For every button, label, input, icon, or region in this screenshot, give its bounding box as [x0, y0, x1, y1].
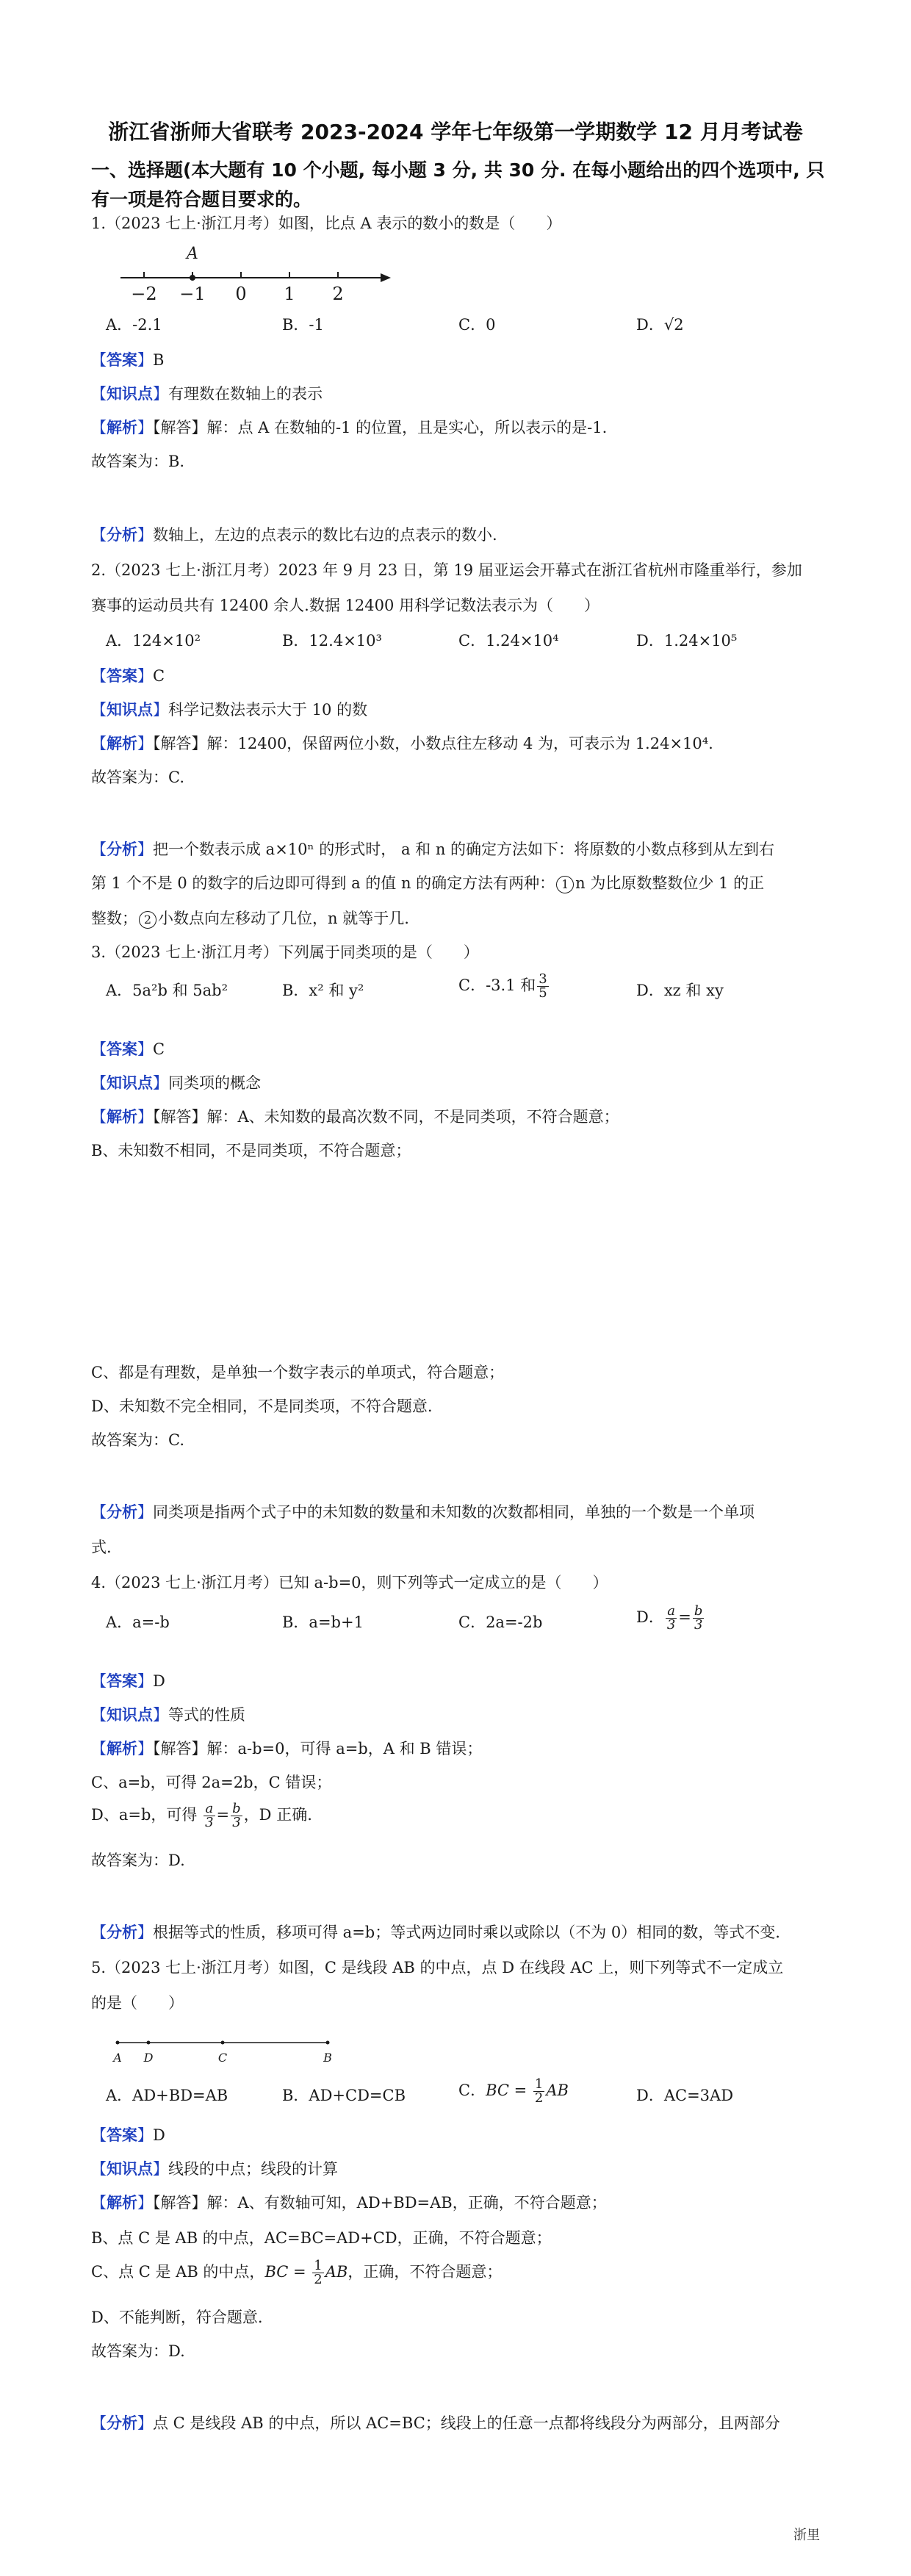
fraction-denominator: 3	[232, 1815, 241, 1830]
q4-point-value: 等式的性质	[168, 1706, 245, 1724]
q1-option-d: D．√2	[636, 316, 684, 334]
q5-point	[116, 2041, 120, 2045]
q1-conclusion: 故答案为：B.	[91, 453, 185, 470]
q3-analysis-c: C、都是有理数，是单独一个数字表示的单项式，符合题意；	[91, 1364, 505, 1381]
q5-analysis-b: B、点 C 是 AB 的中点，AC=BC=AD+CD，正确，不符合题意；	[91, 2229, 552, 2247]
q3-option-c-text: C．-3.1 和	[458, 976, 536, 994]
q2-summary-text1: 把一个数表示成 a×10ⁿ 的形式时， a 和 n 的确定方法如下：将原数的小数点移到从左到右	[153, 841, 775, 858]
q1-point-label: A	[187, 245, 198, 263]
q2-answer-value: C	[153, 667, 165, 685]
q1-summary: 【分析】数轴上，左边的点表示的数比右边的点表示的数小.	[91, 526, 497, 544]
q3-knowledge-point: 【知识点】同类项的概念	[91, 1074, 261, 1092]
q4-summary: 【分析】根据等式的性质，移项可得 a=b；等式两边同时乘以或除以（不为 0）相同的数，等式不变.	[91, 1924, 780, 1941]
q4-analysis-d-pre: D、a=b，可得	[91, 1806, 198, 1824]
fraction-numerator: 1	[314, 2258, 323, 2273]
q4-option-c: C．2a=-2b	[458, 1613, 543, 1631]
q3-summary-text1: 同类项是指两个式子中的未知数的数量和未知数的次数都相同，单独的一个数是一个单项	[153, 1503, 755, 1521]
q4-conclusion: 故答案为：D.	[91, 1852, 185, 1869]
q5-analysis-text: 【解答】解：A、有数轴可知，AD+BD=AB，正确，不符合题意；	[153, 2194, 607, 2212]
analysis-tag: 解析	[107, 1740, 137, 1757]
q3-analysis-b: B、未知数不相同，不是同类项，不符合题意；	[91, 1142, 411, 1159]
q2-summary-text2a: 第 1 个不是 0 的数字的后边即可得到 a 的值 n 的确定方法有两种：	[91, 874, 555, 892]
q5-option-b: B．AD+CD=CB	[282, 2087, 406, 2104]
answer-tag: 答案	[107, 351, 137, 369]
q3-answer: 【答案】C	[91, 1040, 165, 1058]
analysis-tag: 解析	[107, 2194, 137, 2212]
q5-analysis-c-post: ，正确，不符合题意；	[348, 2263, 503, 2281]
q1-tick-label: 0	[235, 284, 247, 304]
q3-option-d: D．xz 和 xy	[636, 982, 724, 999]
q2-answer: 【答案】C	[91, 667, 165, 685]
q5-bc: BC	[486, 2082, 509, 2099]
q4-answer: 【答案】D	[91, 1672, 165, 1690]
q2-stem-line2: 赛事的运动员共有 12400 余人.数据 12400 用科学记数法表示为（ ）	[91, 597, 599, 614]
answer-tag: 答案	[107, 667, 137, 685]
q5-half-fraction	[533, 2078, 544, 2105]
q2-summary-line2	[91, 873, 833, 893]
q2-summary-line1: 【分析】把一个数表示成 a×10ⁿ 的形式时， a 和 n 的确定方法如下：将原数的小数点移到从左到右	[91, 841, 775, 858]
summary-tag: 分析	[107, 2414, 137, 2432]
fraction-denominator: 3	[205, 1815, 214, 1830]
q2-analysis-text: 【解答】解：12400，保留两位小数，小数点往左移动 4 为，可表示为 1.24×10⁴.	[153, 735, 713, 752]
point-tag: 知识点	[107, 2160, 153, 2178]
q5-answer: 【答案】D	[91, 2126, 165, 2144]
q2-option-b: B．12.4×10³	[282, 632, 382, 650]
q1-tick-label: 2	[332, 284, 344, 304]
summary-tag: 分析	[107, 1924, 137, 1941]
q4-option-a: A．a=-b	[106, 1613, 170, 1631]
analysis-tag: 解析	[107, 419, 137, 436]
q5-label-c: C	[217, 2051, 228, 2065]
q5-ab: AB	[546, 2082, 569, 2099]
q2-summary-text2b: n 为比原数整数位少 1 的正	[575, 874, 765, 892]
fraction-numerator: b	[232, 1801, 241, 1816]
q2-option-a: A．124×10²	[106, 632, 201, 650]
q4-summary-text: 根据等式的性质，移项可得 a=b；等式两边同时乘以或除以（不为 0）相同的数，等式不变.	[153, 1924, 780, 1941]
q5-point	[326, 2041, 330, 2045]
summary-tag: 分析	[107, 526, 137, 544]
section-heading: 一、选择题(本大题有 10 个小题, 每小题 3 分, 共 30 分. 在每小题给出的四个选项中, 只有一项是符合题目要求的。	[91, 159, 825, 210]
q4-knowledge-point: 【知识点】等式的性质	[91, 1706, 245, 1724]
q5-option-a: A．AD+BD=AB	[106, 2087, 228, 2104]
page-footer: 浙里	[793, 2528, 820, 2543]
q3-point-value: 同类项的概念	[168, 1074, 261, 1092]
q5-stem-line2: 的是（ ）	[91, 1994, 184, 2012]
q3-fraction	[537, 973, 548, 1000]
answer-tag: 答案	[107, 1672, 137, 1690]
q5-analysis: 【解析】【解答】解：A、有数轴可知，AD+BD=AB，正确，不符合题意；	[91, 2194, 607, 2212]
q5-option-c-text: C．	[458, 2082, 486, 2099]
q2-conclusion: 故答案为：C.	[91, 769, 184, 786]
q3-answer-value: C	[153, 1040, 165, 1058]
q4-stem: 4.（2023 七上·浙江月考）已知 a-b=0，则下列等式一定成立的是（ ）	[91, 1574, 608, 1591]
fraction-denominator: 2	[534, 2090, 544, 2106]
q1-tick-label: −1	[179, 284, 206, 304]
q1-answer-value: B	[153, 351, 165, 369]
fraction-numerator: b	[694, 1603, 703, 1619]
q5-point	[147, 2041, 151, 2045]
q1-axis-arrow	[381, 273, 391, 282]
q3-analysis-text: 【解答】解：A、未知数的最高次数不同，不是同类项，不符合题意；	[153, 1108, 619, 1126]
q4-analysis-c: C、a=b，可得 2a=2b，C 错误；	[91, 1774, 332, 1791]
q5-analysis-c-pre: C、点 C 是 AB 的中点，	[91, 2263, 265, 2281]
q3-conclusion: 故答案为：C.	[91, 1431, 184, 1449]
q1-analysis: 【解析】【解答】解：点 A 在数轴的-1 的位置，且是实心，所以表示的是-1.	[91, 419, 608, 436]
q5-label-d: D	[143, 2051, 154, 2065]
point-tag: 知识点	[107, 1706, 153, 1724]
q5-summary: 【分析】点 C 是线段 AB 的中点，所以 AC=BC；线段上的任意一点都将线段分为两部分，且两部分	[91, 2414, 780, 2432]
q1-stem: 1.（2023 七上·浙江月考）如图，比点 A 表示的数小的数是（ ）	[91, 215, 562, 232]
answer-tag: 答案	[107, 2126, 137, 2144]
q3-option-c	[458, 973, 550, 1000]
q4-answer-value: D	[153, 1672, 165, 1690]
q1-option-a: A．-2.1	[106, 316, 162, 334]
q5-knowledge-point: 【知识点】线段的中点；线段的计算	[91, 2160, 338, 2178]
q2-knowledge-point: 【知识点】科学记数法表示大于 10 的数	[91, 701, 368, 719]
q2-analysis: 【解析】【解答】解：12400，保留两位小数，小数点往左移动 4 为，可表示为 1.24×10⁴.	[91, 735, 713, 752]
q4-fraction-b3	[231, 1802, 242, 1830]
point-tag: 知识点	[107, 701, 153, 719]
q5-option-c: C．BC = $\frac{1}{2}$ AB	[458, 2076, 569, 2106]
q2-option-c: C．1.24×10⁴	[458, 632, 559, 650]
summary-tag: 分析	[107, 1503, 137, 1521]
q4-analysis-d-post: ，D 正确.	[243, 1806, 312, 1824]
fraction-numerator: 3	[539, 971, 547, 987]
q2-summary-text3a: 整数；	[91, 910, 137, 927]
q3-analysis: 【解析】【解答】解：A、未知数的最高次数不同，不是同类项，不符合题意；	[91, 1108, 619, 1126]
exam-title: 浙江省浙师大省联考 2023-2024 学年七年级第一学期数学 12 月月考试卷	[108, 120, 803, 144]
q5-ab: AB	[325, 2263, 348, 2281]
q5-half-fraction	[312, 2259, 323, 2287]
q5-bc: BC	[264, 2263, 289, 2281]
q5-point	[221, 2041, 225, 2045]
circled-one-icon: 1	[556, 876, 574, 893]
q1-tick-label: 1	[284, 284, 295, 304]
q1-point-value: 有理数在数轴上的表示	[168, 385, 323, 403]
q3-analysis-d: D、未知数不完全相同，不是同类项，不符合题意.	[91, 1397, 433, 1415]
q5-analysis-d: D、不能判断，符合题意.	[91, 2309, 263, 2326]
q4-option-d: D． $\frac{a}{3}$ = $\frac{b}{3}$	[636, 1603, 703, 1633]
q2-summary-text3b: 小数点向左移动了几位，n 就等于几.	[158, 910, 409, 927]
q2-summary-line3	[91, 908, 833, 929]
point-tag: 知识点	[107, 1074, 153, 1092]
fraction-numerator: a	[666, 1605, 677, 1619]
answer-tag: 答案	[107, 1040, 137, 1058]
q5-label-a: A	[113, 2051, 122, 2065]
q4-analysis-text: 【解答】解：a-b=0，可得 a=b，A 和 B 错误；	[153, 1740, 483, 1757]
fraction-denominator: 3	[666, 1617, 676, 1633]
analysis-tag: 解析	[107, 1108, 137, 1126]
summary-tag: 分析	[107, 841, 137, 858]
q5-point-value: 线段的中点；线段的计算	[168, 2160, 338, 2178]
q3-summary-line1: 【分析】同类项是指两个式子中的未知数的数量和未知数的次数都相同，单独的一个数是一个单项	[91, 1503, 755, 1521]
q5-analysis-c: C、点 C 是 AB 的中点，BC = $\frac{1}{2}$ AB，正确，不符合题意；	[91, 2258, 503, 2287]
q1-summary-text: 数轴上，左边的点表示的数比右边的点表示的数小.	[153, 526, 497, 544]
q2-stem-line1: 2.（2023 七上·浙江月考）2023 年 9 月 23 日，第 19 届亚运会开幕式在浙江省杭州市隆重举行，参加	[91, 561, 802, 579]
fraction-denominator: 5	[539, 985, 547, 1001]
q3-option-b: B．x² 和 y²	[282, 982, 364, 999]
q1-answer: 【答案】B	[91, 351, 165, 369]
q3-summary-line2: 式.	[91, 1539, 112, 1556]
q1-tick-label: −2	[131, 284, 157, 304]
circled-two-icon: 2	[139, 911, 156, 929]
q5-segment-diagram	[110, 2032, 345, 2069]
q4-analysis-d: D、a=b，可得 $\frac{a}{3}$ = $\frac{b}{3}$ ，D 正确.	[91, 1801, 312, 1830]
q1-option-b: B．-1	[282, 316, 324, 334]
q2-option-d: D．1.24×10⁵	[636, 632, 738, 650]
q1-option-c: C．0	[458, 316, 496, 334]
q5-answer-value: D	[153, 2126, 165, 2144]
q4-fraction-a3	[666, 1605, 677, 1632]
q4-fraction-a3	[204, 1802, 215, 1830]
q1-analysis-text: 【解答】解：点 A 在数轴的-1 的位置，且是实心，所以表示的是-1.	[153, 419, 608, 436]
analysis-tag: 解析	[107, 735, 137, 752]
point-tag: 知识点	[107, 385, 153, 403]
q3-stem: 3.（2023 七上·浙江月考）下列属于同类项的是（ ）	[91, 943, 479, 961]
q5-summary-text: 点 C 是线段 AB 的中点，所以 AC=BC；线段上的任意一点都将线段分为两部分，且两部分	[153, 2414, 780, 2432]
q4-option-b: B．a=b+1	[282, 1613, 364, 1631]
q2-point-value: 科学记数法表示大于 10 的数	[168, 701, 368, 719]
fraction-denominator: 3	[694, 1617, 703, 1633]
q1-knowledge-point: 【知识点】有理数在数轴上的表示	[91, 385, 323, 403]
q3-option-a: A．5a²b 和 5ab²	[106, 982, 228, 999]
q5-option-d: D．AC=3AD	[636, 2087, 734, 2104]
q5-conclusion: 故答案为：D.	[91, 2342, 185, 2360]
fraction-numerator: a	[204, 1802, 215, 1816]
fraction-numerator: 1	[534, 2076, 544, 2092]
fraction-denominator: 2	[314, 2272, 323, 2287]
q5-stem-line1: 5.（2023 七上·浙江月考）如图，C 是线段 AB 的中点，点 D 在线段 AC 上，则下列等式不一定成立	[91, 1959, 784, 1976]
q4-option-d-text: D．	[636, 1608, 664, 1626]
q1-number-line	[110, 240, 404, 306]
q4-analysis: 【解析】【解答】解：a-b=0，可得 a=b，A 和 B 错误；	[91, 1740, 483, 1757]
q5-label-b: B	[323, 2051, 332, 2065]
q4-fraction-b3	[693, 1605, 705, 1632]
